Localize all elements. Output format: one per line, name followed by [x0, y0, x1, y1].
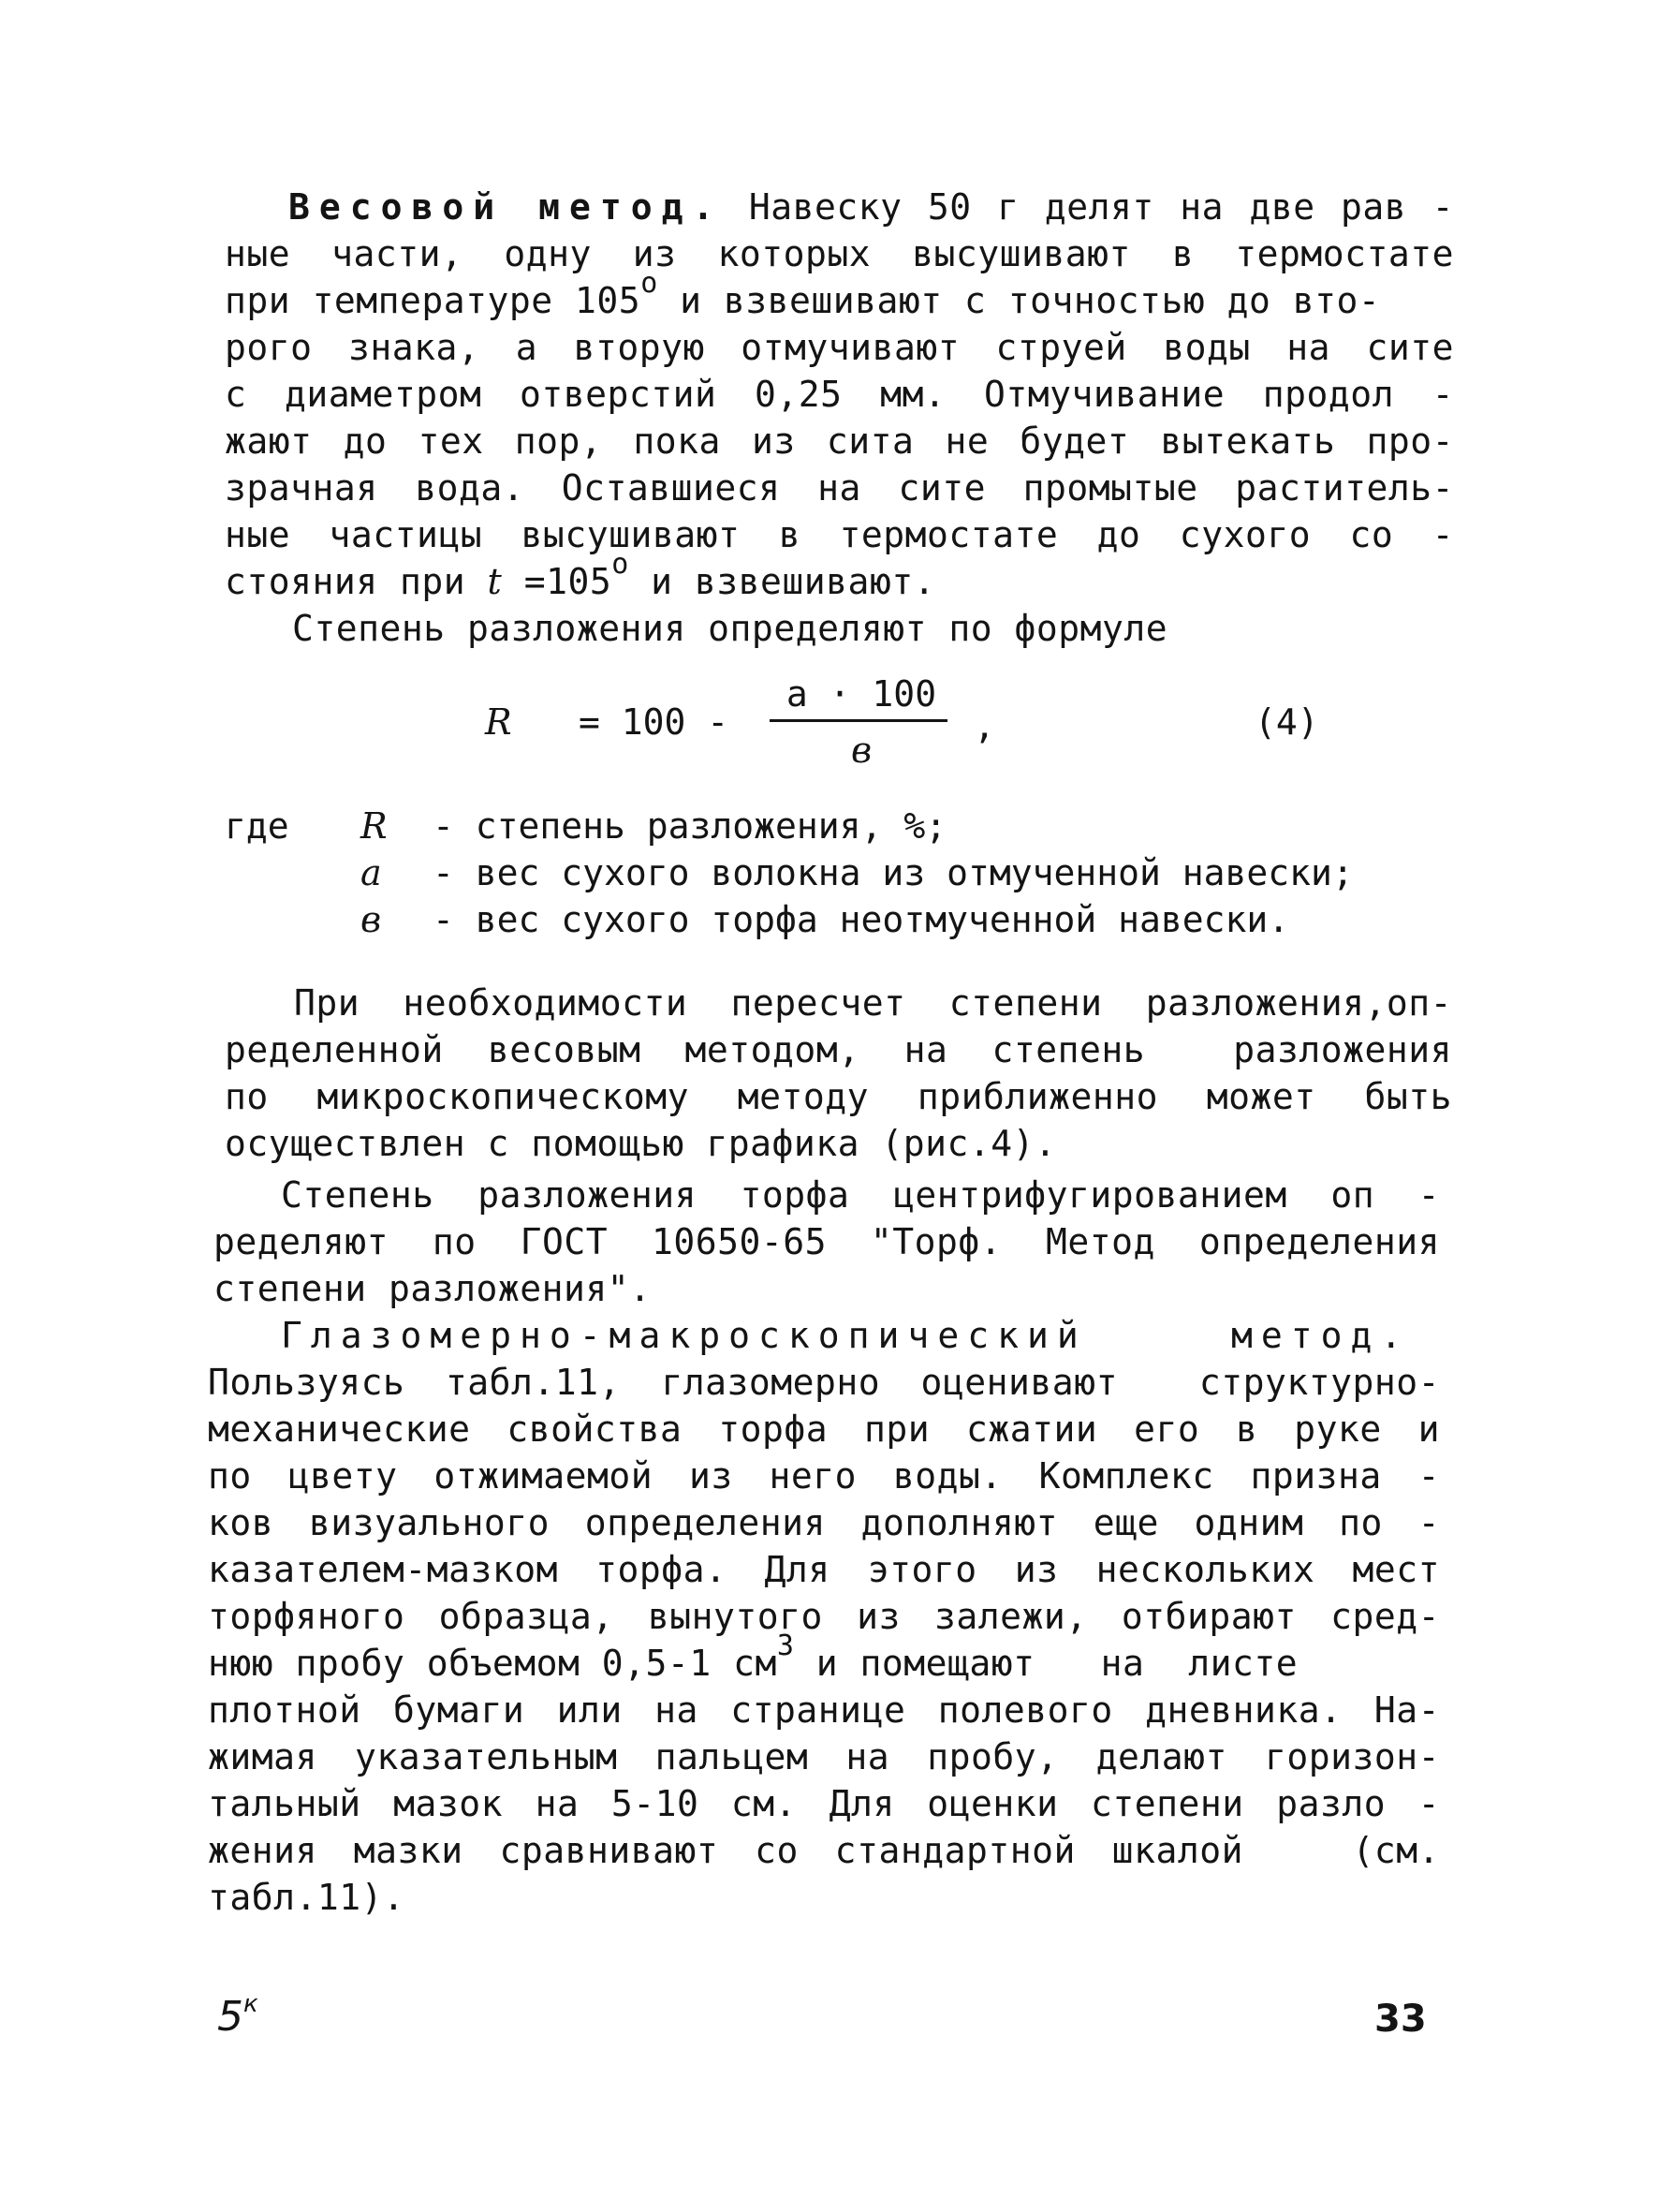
page-number: 33 [1374, 1998, 1427, 2041]
p3-line-2: ределяют по ГОСТ 10650-65 "Торф. Метод определения [213, 1221, 1440, 1262]
formula-denominator: в [850, 730, 873, 771]
p4-line-2: механические свойства торфа при сжатии его в руке и [208, 1408, 1440, 1450]
formula-numerator: a · 100 [785, 673, 937, 715]
p4-line-5: казателем-мазком торфа. Для этого из нескольких мест [208, 1549, 1440, 1590]
p2-line-4: осуществлен с помощью графика (рис.4). [225, 1123, 1057, 1164]
p4-line-9: жимая указательным пальцем на пробу, делают горизон- [208, 1736, 1440, 1777]
p2-line-1: При необходимости пересчет степени разложения,оп- [294, 982, 1452, 1024]
p4-line-6: торфяного образца, вынутого из залежи, отбирают сред- [208, 1596, 1440, 1637]
p4-line-8: плотной бумаги или на странице полевого дневника. На- [208, 1689, 1440, 1731]
formula-comma: , [974, 705, 995, 746]
p4-lead-method: метод. [1231, 1315, 1411, 1356]
p1-line-10: Степень разложения определяют по формуле [292, 608, 1168, 649]
formula-number: (4) [1255, 701, 1319, 743]
p4-line-3: по цвету отжимаемой из него воды. Комплекс призна - [208, 1455, 1440, 1497]
p4-line-10: тальный мазок на 5-10 см. Для оценки степени разло - [208, 1783, 1440, 1824]
p4-lead-title: Глазомерно-макроскопический [281, 1315, 1087, 1356]
defs-where: где [225, 805, 289, 847]
p1-line-3: при температуре $105^о$ и взвешивают с точностью до вто- [225, 267, 1381, 321]
p1-line-4: рого знака, а вторую отмучивают струей воды на сите [225, 327, 1454, 368]
p2-line-3: по микроскопическому методу приближенно может быть [225, 1076, 1452, 1117]
p1-line-6: жают до тех пор, пока из сита не будет вытекать про- [225, 420, 1454, 462]
defs-symbol-v: в [360, 899, 382, 940]
p3-line-1: Степень разложения торфа центрифугированием оп - [281, 1174, 1440, 1216]
defs-text-a: - вес сухого волокна из отмученной навески; [433, 852, 1354, 893]
p4-line-11: жения мазки сравнивают со стандартной шкалой (см. [208, 1830, 1440, 1871]
p1-line-5: с диаметром отверстий 0,25 мм. Отмучивание продол - [225, 374, 1454, 415]
defs-text-v: - вес сухого торфа неотмученной навески. [433, 899, 1290, 940]
defs-symbol-a: a [360, 852, 382, 893]
p4-line-4: ков визуального определения дополняют еще одним по - [208, 1502, 1440, 1543]
p1-lead-title: Весовой метод. [288, 186, 724, 228]
signature-mark: $5^к$ [217, 1990, 258, 2041]
p2-line-2: ределенной весовым методом, на степень разложения [225, 1029, 1452, 1070]
p4-line-12: табл.11). [208, 1877, 405, 1918]
formula-lhs: R [485, 701, 512, 743]
p3-line-3: степени разложения". [213, 1268, 652, 1309]
formula-eq: = 100 - [579, 701, 729, 743]
p1-line-7: зрачная вода. Оставшиеся на сите промытые раститель- [225, 467, 1454, 509]
p1-line-2: ные части, одну из которых высушивают в термостате [225, 233, 1454, 274]
defs-symbol-r: R [360, 805, 388, 847]
p4-line-1: Пользуясь табл.11, глазомерно оценивают структурно- [208, 1362, 1440, 1403]
p1-line-1: Весовой метод. Навеску 50 г делят на две рав - [288, 186, 1454, 228]
p4-line-7: нюю пробу объемом 0,5-1 $см^3$ и помещают на листе [208, 1630, 1299, 1684]
p1-line-8: ные частицы высушивают в термостате до сухого со - [225, 514, 1454, 555]
fraction-bar [770, 719, 947, 722]
p1-line-9: стояния при $t =105^о$ и взвешивают. [225, 548, 936, 602]
defs-text-r: - степень разложения, %; [433, 805, 947, 847]
